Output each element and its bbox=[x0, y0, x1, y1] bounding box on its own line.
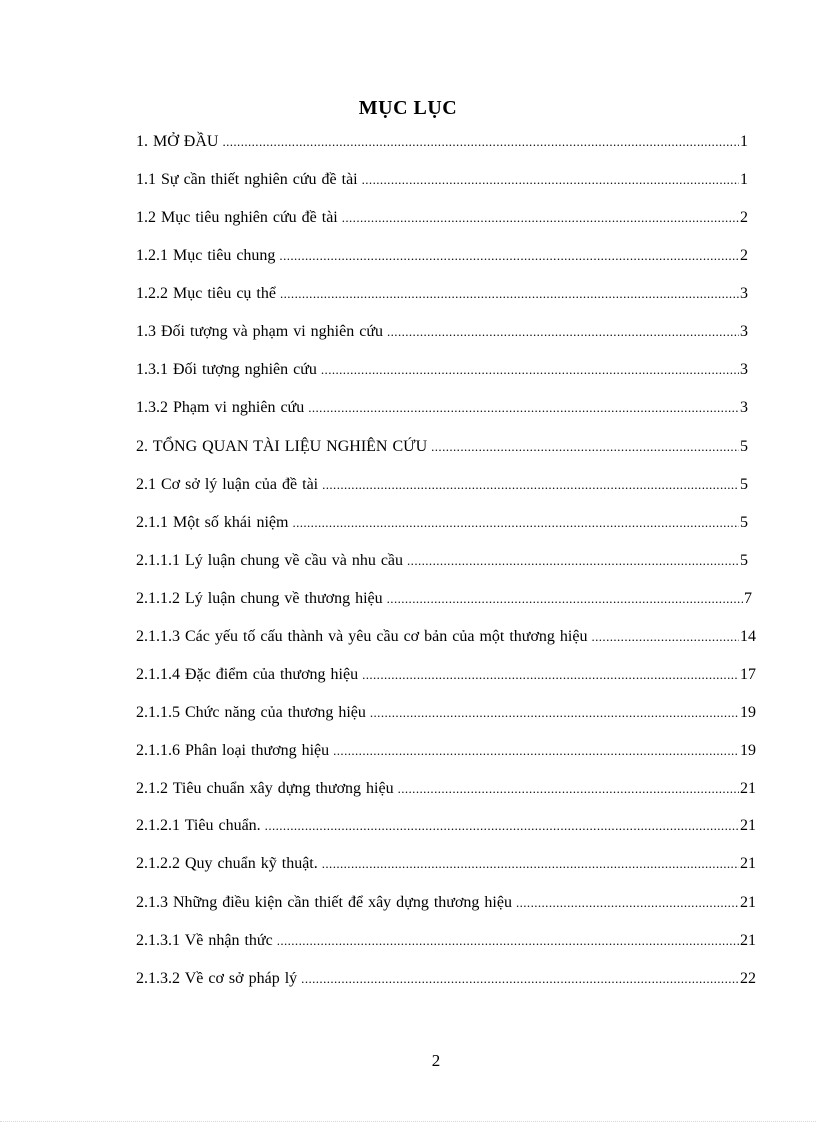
toc-dot-leader bbox=[322, 853, 739, 875]
toc-entry-page: 5 bbox=[740, 514, 748, 531]
toc-entry-page: 17 bbox=[740, 666, 756, 683]
toc-dot-leader bbox=[398, 778, 739, 800]
toc-entry[interactable] bbox=[136, 207, 748, 229]
toc-entry-label: 1.2.1 Mục tiêu chung bbox=[136, 247, 276, 264]
toc-entry[interactable] bbox=[136, 968, 756, 990]
toc-entry-page: 19 bbox=[740, 704, 756, 721]
toc-entry-label: 2.1.1.3 Các yếu tố cấu thành và yêu cầu cơ bản của một thương hiệu bbox=[136, 628, 588, 645]
toc-entry[interactable] bbox=[136, 131, 748, 153]
toc-entry-label: 2.1.2 Tiêu chuẩn xây dựng thương hiệu bbox=[136, 780, 394, 797]
toc-dot-leader bbox=[591, 626, 739, 648]
toc-entry-label: 1.3 Đối tượng và phạm vi nghiên cứu bbox=[136, 323, 383, 340]
page-bottom-divider bbox=[0, 1121, 816, 1122]
toc-dot-leader bbox=[516, 892, 739, 914]
toc-entry-page: 2 bbox=[740, 247, 748, 264]
toc-entry-label: 2.1.1.4 Đặc điểm của thương hiệu bbox=[136, 666, 359, 683]
toc-entry[interactable] bbox=[136, 853, 756, 875]
toc-dot-leader bbox=[387, 321, 739, 343]
toc-entry[interactable] bbox=[136, 169, 748, 191]
toc-entry-page: 7 bbox=[744, 590, 752, 607]
toc-dot-leader bbox=[280, 283, 739, 305]
toc-entry-label: 2. TỔNG QUAN TÀI LIỆU NGHIÊN CỨU bbox=[136, 438, 428, 455]
toc-entry[interactable] bbox=[136, 778, 756, 800]
toc-entry-page: 3 bbox=[740, 285, 748, 302]
toc-entry-label: 2.1.2.1 Tiêu chuẩn. bbox=[136, 817, 261, 834]
toc-dot-leader bbox=[333, 740, 739, 762]
toc-entry[interactable] bbox=[136, 245, 748, 267]
toc-entry-label: 2.1.3.2 Về cơ sở pháp lý bbox=[136, 970, 298, 987]
toc-entry-page: 1 bbox=[740, 171, 748, 188]
toc-entry[interactable] bbox=[136, 740, 756, 762]
toc-entry-page: 22 bbox=[740, 970, 756, 987]
toc-entry[interactable] bbox=[136, 321, 748, 343]
toc-entry-page: 3 bbox=[740, 361, 748, 378]
toc-dot-leader bbox=[431, 436, 739, 458]
toc-entry-page: 21 bbox=[740, 932, 756, 949]
toc-entry[interactable] bbox=[136, 664, 756, 686]
toc-entry[interactable] bbox=[136, 892, 756, 914]
toc-entry-label: 2.1.1.5 Chức năng của thương hiệu bbox=[136, 704, 366, 721]
toc-entry[interactable] bbox=[136, 474, 748, 496]
toc-entry-label: 2.1.1.6 Phân loại thương hiệu bbox=[136, 742, 330, 759]
toc-entry[interactable] bbox=[136, 283, 748, 305]
toc-dot-leader bbox=[279, 245, 739, 267]
page-title: MỤC LỤC bbox=[358, 97, 458, 119]
toc-entry[interactable] bbox=[136, 702, 756, 724]
toc-entry[interactable] bbox=[136, 930, 756, 952]
toc-entry-label: 2.1.3.1 Về nhận thức bbox=[136, 932, 273, 949]
toc-entry-label: 1.2.2 Mục tiêu cụ thể bbox=[136, 285, 276, 302]
toc-dot-leader bbox=[362, 664, 739, 686]
toc-entry-page: 1 bbox=[740, 133, 748, 150]
toc-dot-leader bbox=[387, 588, 743, 610]
toc-entry-page: 21 bbox=[740, 817, 756, 834]
toc-entry[interactable] bbox=[136, 588, 752, 610]
toc-entry-label: 2.1.3 Những điều kiện cần thiết để xây dựng thương hiệu bbox=[136, 894, 512, 911]
toc-entry-label: 1.2 Mục tiêu nghiên cứu đề tài bbox=[136, 209, 338, 226]
toc-entry-page: 21 bbox=[740, 855, 756, 872]
toc-entry-page: 5 bbox=[740, 552, 748, 569]
toc-dot-leader bbox=[322, 474, 739, 496]
toc-dot-leader bbox=[362, 169, 739, 191]
toc-entry-page: 19 bbox=[740, 742, 756, 759]
toc-entry[interactable] bbox=[136, 512, 748, 534]
toc-dot-leader bbox=[265, 815, 739, 837]
toc-entry[interactable] bbox=[136, 359, 748, 381]
toc-dot-leader bbox=[321, 359, 739, 381]
toc-dot-leader bbox=[301, 968, 739, 990]
page-number: 2 bbox=[431, 1051, 441, 1070]
toc-entry[interactable] bbox=[136, 626, 756, 648]
toc-entry-label: 1.3.2 Phạm vi nghiên cứu bbox=[136, 399, 305, 416]
toc-dot-leader bbox=[370, 702, 739, 724]
toc-entry[interactable] bbox=[136, 550, 748, 572]
toc-entry-page: 3 bbox=[740, 399, 748, 416]
toc-entry[interactable] bbox=[136, 436, 748, 458]
toc-entry-label: 2.1.1.1 Lý luận chung về cầu và nhu cầu bbox=[136, 552, 404, 569]
toc-entry-page: 14 bbox=[740, 628, 756, 645]
toc-entry-page: 5 bbox=[740, 438, 748, 455]
toc-entry-label: 2.1 Cơ sở lý luận của đề tài bbox=[136, 476, 319, 493]
toc-dot-leader bbox=[407, 550, 739, 572]
toc-entry-label: 1. MỞ ĐẦU bbox=[136, 133, 219, 150]
toc-entry-page: 2 bbox=[740, 209, 748, 226]
toc-entry-page: 5 bbox=[740, 476, 748, 493]
toc-entry[interactable] bbox=[136, 815, 756, 837]
toc-entry-label: 2.1.2.2 Quy chuẩn kỹ thuật. bbox=[136, 855, 318, 872]
toc-entry-page: 3 bbox=[740, 323, 748, 340]
toc-dot-leader bbox=[292, 512, 739, 534]
toc-dot-leader bbox=[342, 207, 739, 229]
toc-entry-page: 21 bbox=[740, 780, 756, 797]
toc-entry-label: 1.1 Sự cần thiết nghiên cứu đề tài bbox=[136, 171, 358, 188]
toc-entry[interactable] bbox=[136, 397, 748, 419]
toc-dot-leader bbox=[308, 397, 739, 419]
toc-entry-label: 2.1.1.2 Lý luận chung về thương hiệu bbox=[136, 590, 383, 607]
toc-entry-label: 1.3.1 Đối tượng nghiên cứu bbox=[136, 361, 317, 378]
toc-entry-page: 21 bbox=[740, 894, 756, 911]
toc-entry-label: 2.1.1 Một số khái niệm bbox=[136, 514, 289, 531]
toc-dot-leader bbox=[222, 131, 739, 153]
toc-dot-leader bbox=[277, 930, 739, 952]
